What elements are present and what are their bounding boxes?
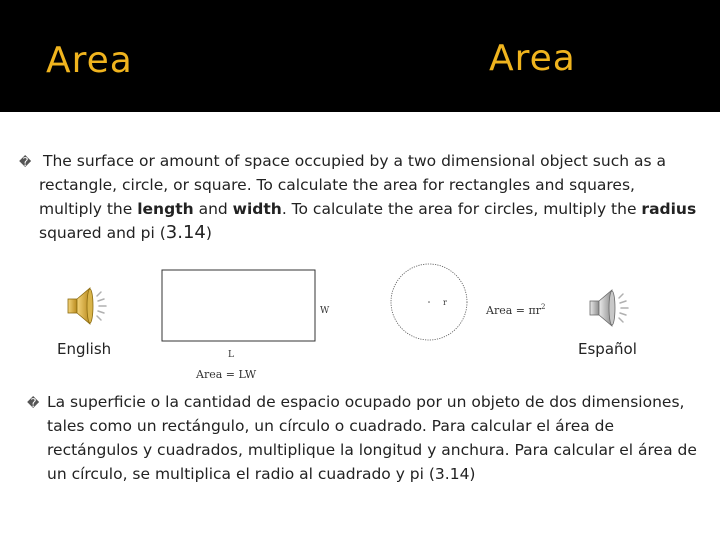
- circle-formula: [485, 303, 545, 317]
- english-paragraph: [39, 149, 699, 245]
- rectangle-formula: Area = LW: [196, 368, 257, 381]
- english-text-4: ): [205, 224, 212, 242]
- english-length: length: [137, 200, 194, 218]
- circle-formula-pi: π: [528, 304, 536, 317]
- circle-center: [428, 301, 430, 303]
- title-left: Area: [46, 40, 133, 81]
- spanish-paragraph: La superficie o la cantidad de espacio ocupado por un objeto de dos dimensiones, tales como un rectángulo, un círculo o cuadrado. Para calcular el área de rectángulos y cuadrados, multiplique la longitud y anchura. Para calcular el área de un círculo, se multiplica el radio al cuadrado y pi (3.14): [47, 393, 697, 483]
- rectangle-length-label: L: [228, 350, 234, 360]
- circle-radius-label: r: [443, 298, 447, 307]
- english-text-3: squared and pi (: [39, 224, 166, 242]
- english-radius: radius: [641, 200, 697, 218]
- english-width: width: [232, 200, 282, 218]
- english-bullet: �: [19, 155, 32, 169]
- circle-formula-exp: 2: [540, 303, 546, 311]
- circle-formula-prefix: Area =: [486, 304, 529, 317]
- title-right: Area: [489, 38, 576, 79]
- rectangle-width-label: W: [320, 306, 330, 316]
- title-bar: [0, 0, 720, 112]
- rectangle-shape: [162, 270, 315, 341]
- circle-formula-r: r: [535, 304, 541, 317]
- speaker-icon-english[interactable]: [62, 282, 110, 330]
- english-pi-value: 3.14: [165, 222, 206, 243]
- circle-diagram: [385, 262, 585, 342]
- rectangle-diagram: [150, 262, 350, 387]
- english-text-1: The surface or amount of space occupied by a two dimensional object such as a rectangle, circle, or square. To calculate the area for rectangles and squares, multiply the: [39, 152, 666, 218]
- speaker-icon-spanish[interactable]: [585, 284, 633, 332]
- english-text-2: . To calculate the area for circles, multiply the: [281, 200, 642, 218]
- spanish-bullet: �: [27, 396, 40, 410]
- english-label: English: [57, 340, 112, 358]
- spanish-label: Español: [578, 340, 637, 358]
- english-and: and: [193, 200, 233, 218]
